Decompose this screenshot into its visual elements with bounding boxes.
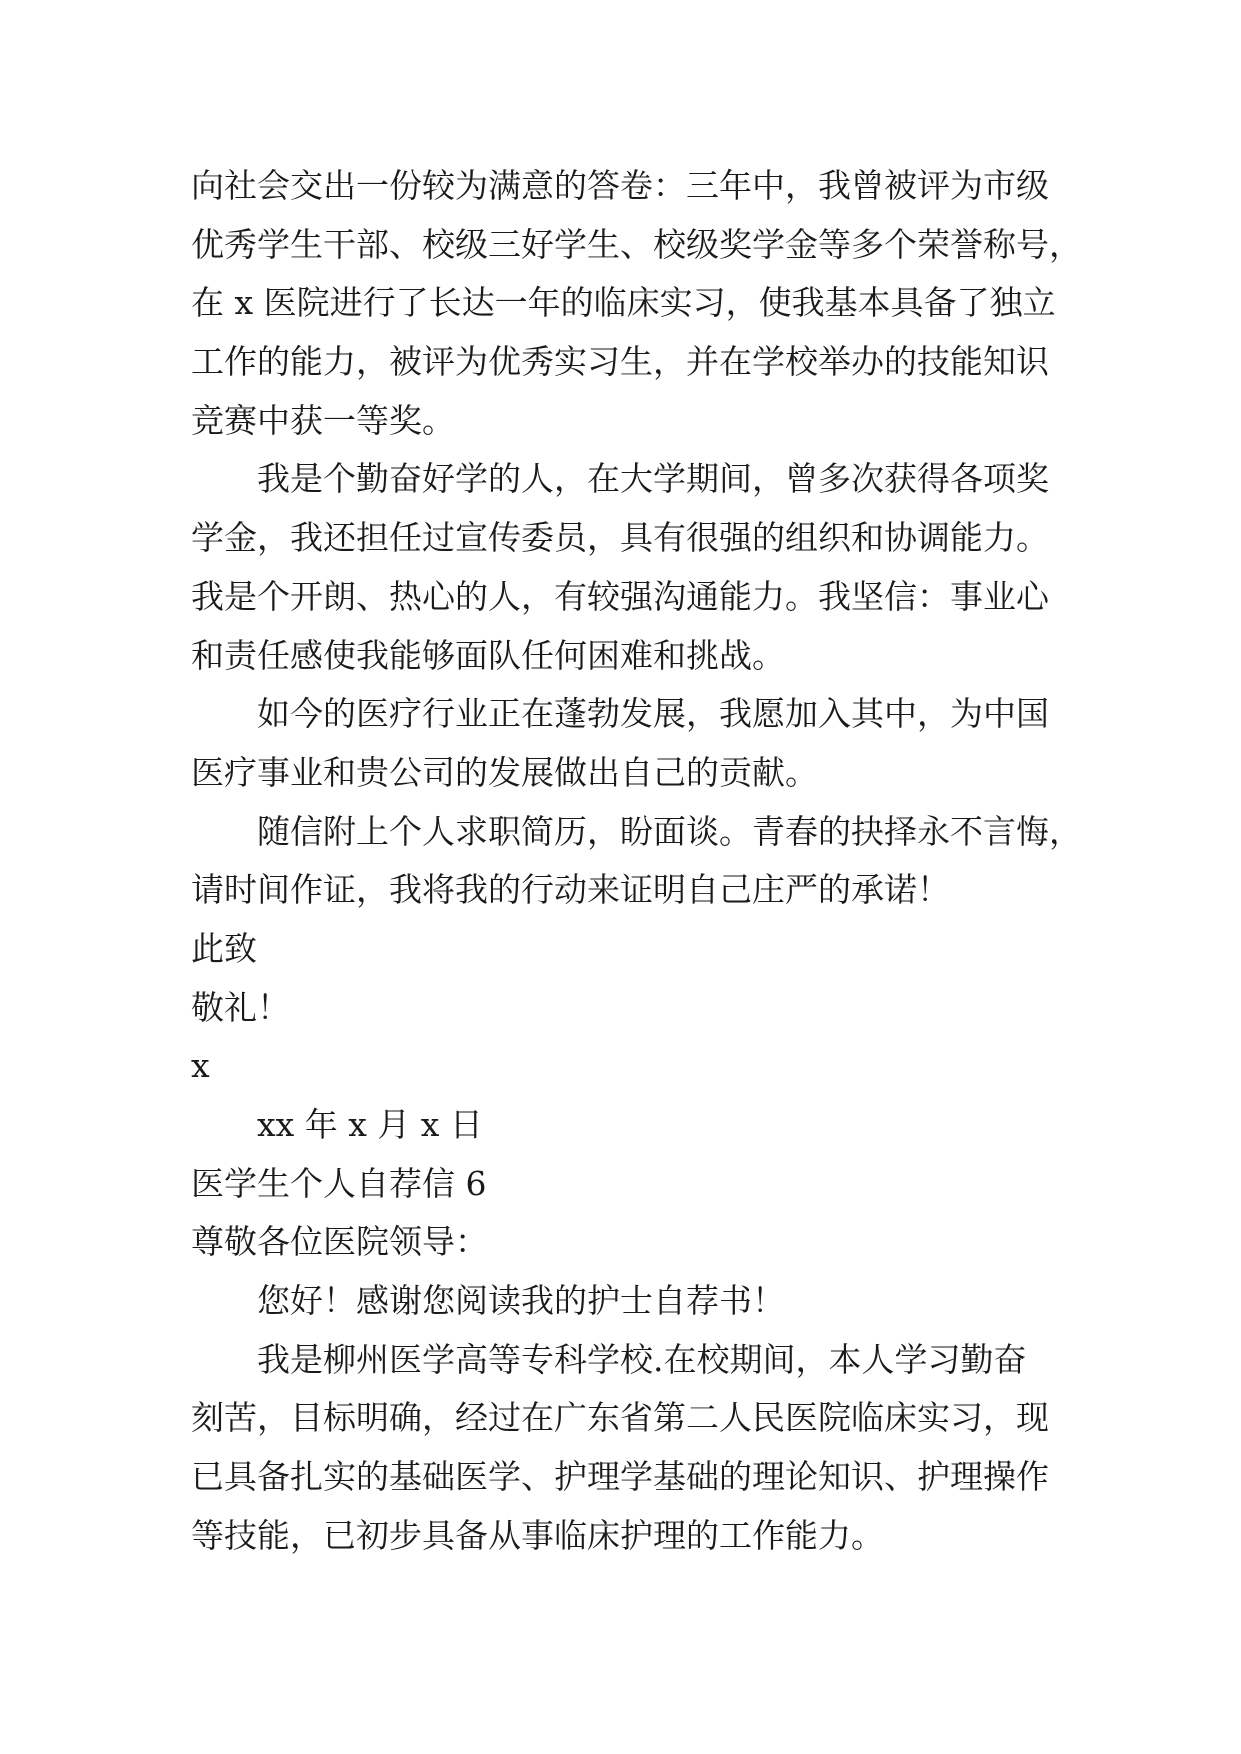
letter-line: 等技能，已初步具备从事临床护理的工作能力。 <box>191 1515 884 1555</box>
letter-line: 如今的医疗行业正在蓬勃发展，我愿加入其中，为中国 <box>257 694 1049 734</box>
section-title: 医学生个人自荐信 6 <box>191 1163 487 1203</box>
letter-line: 在 x 医院进行了长达一年的临床实习，使我基本具备了独立 <box>191 283 1056 323</box>
letter-line: 竞赛中获一等奖。 <box>191 400 455 440</box>
letter-line: 和责任感使我能够面队任何困难和挑战。 <box>191 635 785 675</box>
date-line: xx 年 x 月 x 日 <box>257 1105 483 1144</box>
greeting: 尊敬各位医院领导： <box>191 1222 488 1262</box>
letter-line: 刻苦，目标明确，经过在广东省第二人民医院临床实习，现 <box>191 1398 1049 1438</box>
letter-line: 医疗事业和贵公司的发展做出自己的贡献。 <box>191 752 818 792</box>
letter-line: 我是个开朗、热心的人，有较强沟通能力。我坚信：事业心 <box>191 576 1049 616</box>
letter-line: 向社会交出一份较为满意的答卷：三年中，我曾被评为市级 <box>191 166 1049 205</box>
letter-line: 工作的能力，被评为优秀实习生，并在学校举办的技能知识 <box>191 342 1049 382</box>
letter-line: 随信附上个人求职简历，盼面谈。青春的抉择永不言悔， <box>257 811 1082 851</box>
letter-line: 已具备扎实的基础医学、护理学基础的理论知识、护理操作 <box>191 1457 1049 1497</box>
letter-line: 优秀学生干部、校级三好学生、校级奖学金等多个荣誉称号， <box>191 224 1082 264</box>
letter-line: 我是柳州医学高等专科学校.在校期间，本人学习勤奋 <box>257 1339 1027 1379</box>
letter-body <box>191 157 1091 1566</box>
closing-salutation: 敬礼！ <box>191 987 290 1027</box>
letter-line: 请时间作证，我将我的行动来证明自己庄严的承诺！ <box>191 870 950 910</box>
closing-phrase: 此致 <box>191 928 257 968</box>
letter-line: 您好！感谢您阅读我的护士自荐书！ <box>257 1281 785 1321</box>
signature: x <box>191 1046 210 1086</box>
letter-line: 学金，我还担任过宣传委员，具有很强的组织和协调能力。 <box>191 518 1049 558</box>
letter-line: 我是个勤奋好学的人，在大学期间，曾多次获得各项奖 <box>257 459 1049 499</box>
